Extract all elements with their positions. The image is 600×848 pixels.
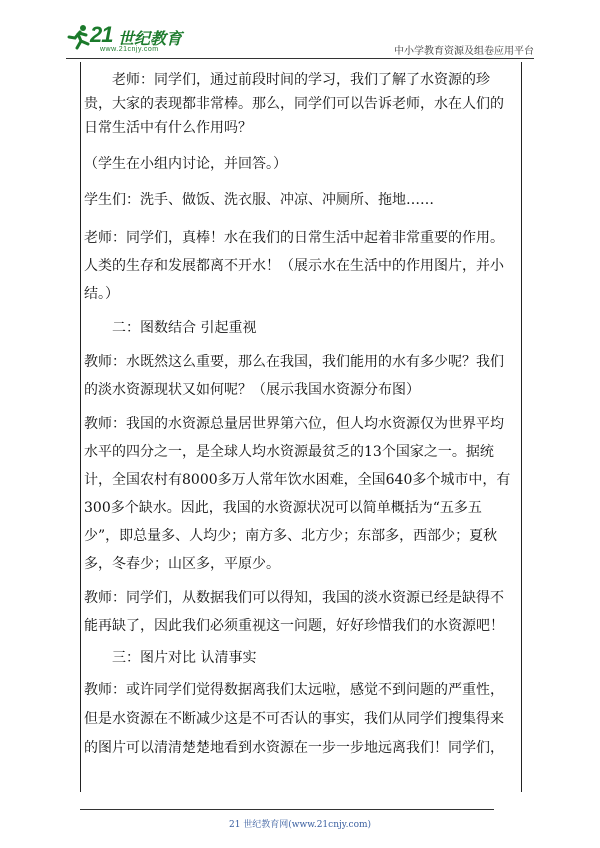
site-logo <box>66 22 186 56</box>
paragraph: 教师：我国的水资源总量居世界第六位，但人均水资源仅为世界平均水平的四分之一，是全球人均水资源最贫乏的13个国家之一。据统计，全国农村有8000多万人常年饮水困难，全国640多个城市中，有300多个缺水。因此，我国的水资源状况可以简单概括为“五多五少”，即总量多、人均少；南方多、北方少；东部多，西部少；夏秋多，冬春少；山区多，平原少。 <box>84 416 511 572</box>
paragraph: 教师：或许同学们觉得数据离我们太远啦，感觉不到问题的严重性，但是水资源在不断减少这是不可否认的事实，我们从同学们搜集得来的图片可以清清楚楚地看到水资源在一步一步地远离我们！同学们， <box>84 682 504 756</box>
logo-text: 世纪教育 <box>118 29 183 48</box>
page-header <box>0 0 600 62</box>
section-heading: 三：图片对比 认清事实 <box>112 650 257 666</box>
section-heading: 二：图数结合 引起重视 <box>112 320 257 336</box>
paragraph: 教师：同学们，从数据我们可以得知，我国的淡水资源已经是缺得不能再缺了，因此我们必须重视这一问题，好好珍惜我们的水资源吧！ <box>84 590 504 634</box>
paragraph: （学生在小组内讨论，并回答。） <box>84 156 287 172</box>
logo-url: www.21cnjy.com <box>100 46 159 53</box>
footer-divider <box>80 809 494 810</box>
page-footer: 21 世纪教育网(www.21cnjy.com) <box>228 820 372 830</box>
platform-name: 中小学教育资源及组卷应用平台 <box>394 46 534 57</box>
header-divider <box>66 58 534 59</box>
paragraph: 教师：水既然这么重要，那么在我国，我们能用的水有多少呢？我们的淡水资源现状又如何呢？（展示我国水资源分布图） <box>84 354 504 398</box>
paragraph: 学生们：洗手、做饭、洗衣服、冲凉、冲厕所、拖地…… <box>84 192 434 208</box>
lesson-content <box>84 68 516 763</box>
paragraph: 老师：同学们，通过前段时间的学习，我们了解了水资源的珍贵，大家的表现都非常棒。那么，同学们可以告诉老师，水在人们的日常生活中有什么作用吗？ <box>84 72 504 136</box>
runner-icon <box>66 24 92 50</box>
logo-number: 21 <box>90 22 113 47</box>
paragraph: 老师：同学们，真棒！水在我们的日常生活中起着非常重要的作用。人类的生存和发展都离不开水！（展示水在生活中的作用图片，并小结。） <box>84 230 504 302</box>
